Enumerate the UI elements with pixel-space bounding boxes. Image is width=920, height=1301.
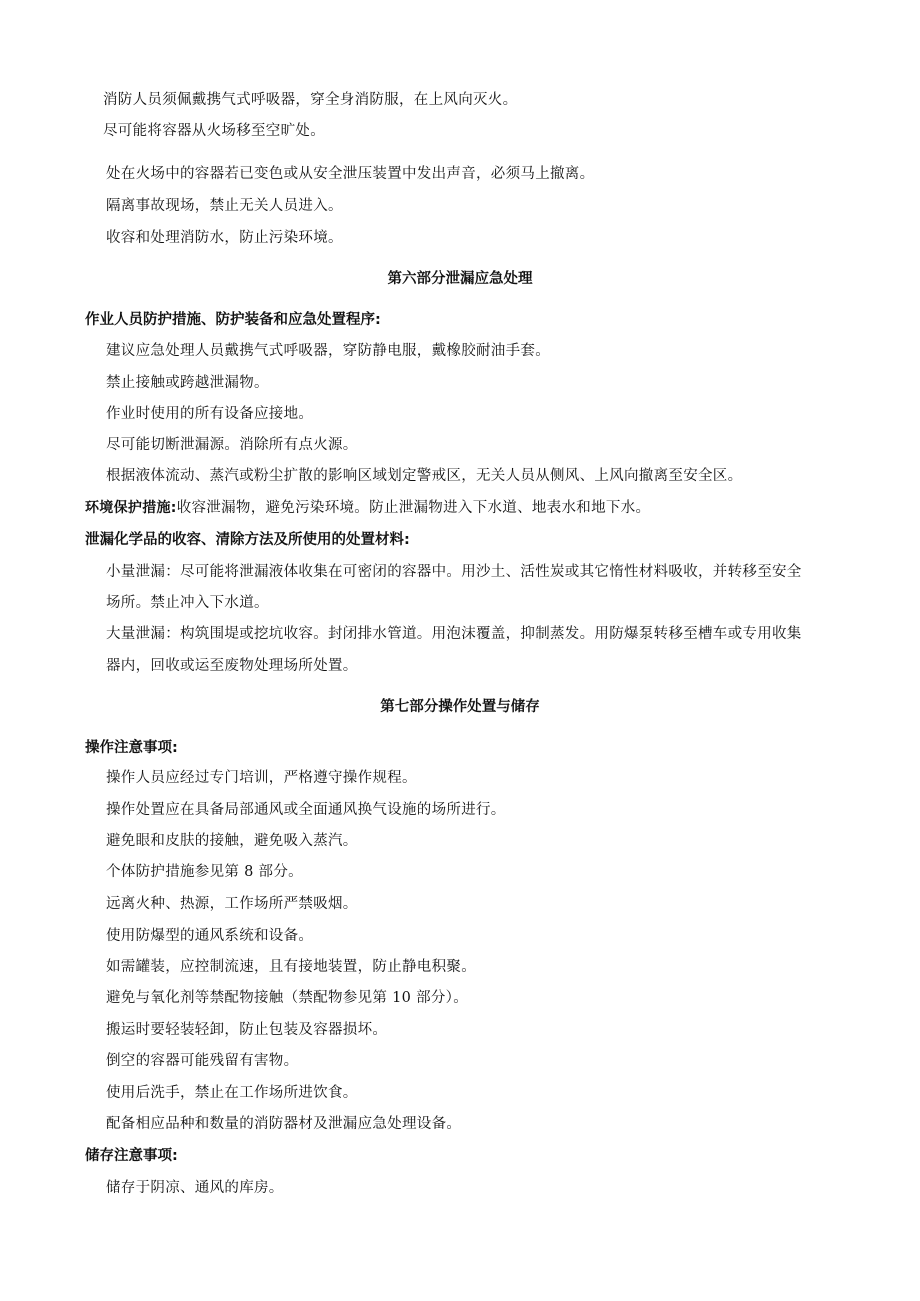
section-title-part7: 第七部分操作处置与储存	[380, 699, 540, 715]
large-leak-line: 大量泄漏：构筑围堤或挖坑收容。封闭排水管道。用泡沫覆盖，抑制蒸发。用防爆泵转移至槽车或专用收集	[106, 626, 802, 642]
env-protection-label: 环境保护措施:	[85, 500, 177, 516]
list-item: 禁止接触或跨越泄漏物。	[106, 375, 269, 391]
fire-line: 处在火场中的容器若已变色或从安全泄压装置中发出声音，必须马上撤离。	[106, 166, 595, 182]
list-item: 搬运时要轻装轻卸，防止包装及容器损坏。	[106, 1022, 388, 1038]
env-protection-text: 收容泄漏物，避免污染环境。防止泄漏物进入下水道、地表水和地下水。	[176, 500, 651, 516]
list-item: 储存于阴凉、通风的库房。	[106, 1180, 284, 1196]
personal-protection-label: 作业人员防护措施、防护装备和应急处置程序:	[85, 312, 381, 328]
list-item: 避免眼和皮肤的接触，避免吸入蒸汽。	[106, 833, 358, 849]
handling-label: 操作注意事项:	[85, 740, 178, 756]
list-item: 个体防护措施参见第 8 部分。	[106, 864, 303, 880]
small-leak-line: 场所。禁止冲入下水道。	[106, 595, 269, 611]
list-item: 远离火种、热源，工作场所严禁吸烟。	[106, 896, 358, 912]
list-item: 建议应急处理人员戴携气式呼吸器，穿防静电服，戴橡胶耐油手套。	[106, 343, 550, 359]
list-item: 如需罐装，应控制流速，且有接地装置，防止静电积聚。	[106, 959, 476, 975]
list-item: 操作处置应在具备局部通风或全面通风换气设施的场所进行。	[106, 802, 506, 818]
list-item: 使用防爆型的通风系统和设备。	[106, 928, 314, 944]
list-item: 使用后洗手，禁止在工作场所进饮食。	[106, 1085, 358, 1101]
small-leak-line: 小量泄漏：尽可能将泄漏液体收集在可密闭的容器中。用沙土、活性炭或其它惰性材料吸收，并转移至安全	[106, 564, 802, 580]
fire-line: 隔离事故现场，禁止无关人员进入。	[106, 198, 343, 214]
env-protection-row	[85, 498, 650, 518]
large-leak-line: 器内，回收或运至废物处理场所处置。	[106, 658, 358, 674]
storage-label: 储存注意事项:	[85, 1148, 178, 1164]
list-item: 倒空的容器可能残留有害物。	[106, 1053, 299, 1069]
list-item: 避免与氧化剂等禁配物接触（禁配物参见第 10 部分）。	[106, 990, 469, 1006]
fire-line: 尽可能将容器从火场移至空旷处。	[103, 123, 325, 139]
list-item: 根据液体流动、蒸汽或粉尘扩散的影响区域划定警戒区，无关人员从侧风、上风向撤离至安全区。	[106, 468, 743, 484]
list-item: 作业时使用的所有设备应接地。	[106, 406, 314, 422]
list-item: 配备相应品种和数量的消防器材及泄漏应急处理设备。	[106, 1116, 462, 1132]
cleanup-label: 泄漏化学品的收容、清除方法及所使用的处置材料:	[85, 532, 410, 548]
fire-line: 消防人员须佩戴携气式呼吸器，穿全身消防服，在上风向灭火。	[103, 92, 518, 108]
list-item: 尽可能切断泄漏源。消除所有点火源。	[106, 437, 358, 453]
fire-line: 收容和处理消防水，防止污染环境。	[106, 230, 343, 246]
section-title-part6: 第六部分泄漏应急处理	[387, 271, 533, 287]
list-item: 操作人员应经过专门培训，严格遵守操作规程。	[106, 770, 417, 786]
